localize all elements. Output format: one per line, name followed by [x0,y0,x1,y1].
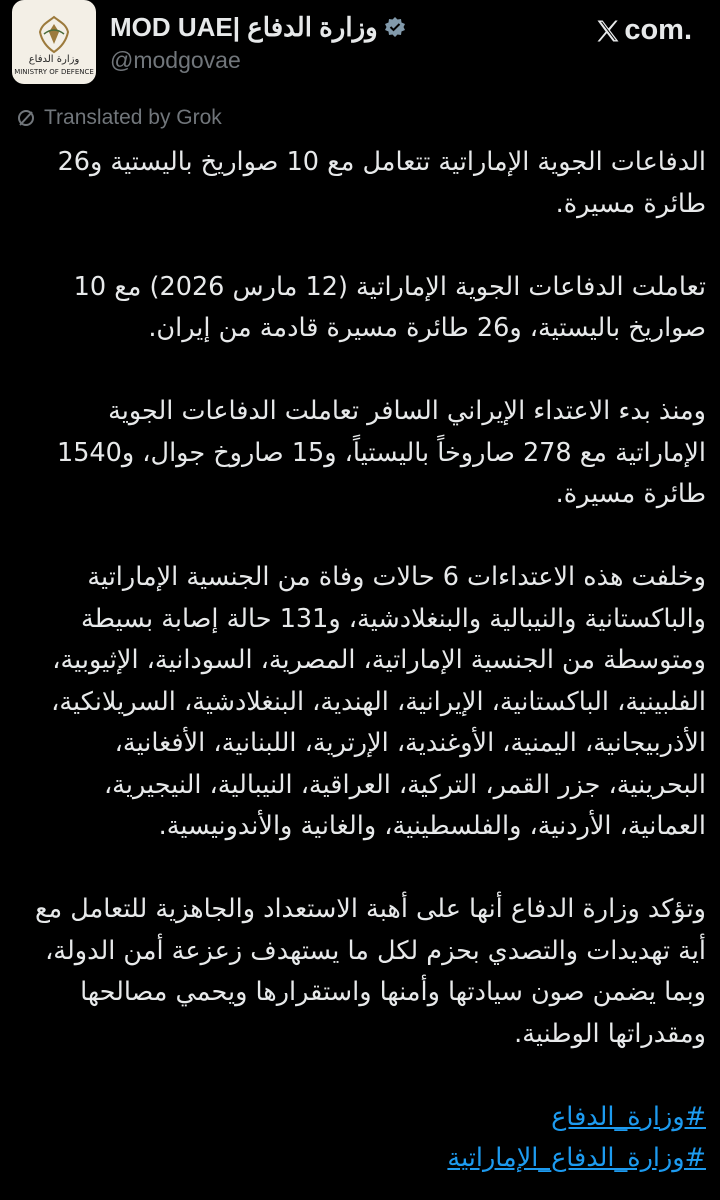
post-header [0,0,720,100]
translated-by-grok[interactable] [16,106,222,130]
hashtag-list [14,1097,706,1180]
site-watermark [594,14,692,47]
display-name-row[interactable] [110,12,406,42]
hashtag-link[interactable]: #وزارة_الدفاع_الإماراتية [447,1143,706,1173]
verified-badge-icon [384,16,406,38]
post-paragraph: وخلفت هذه الاعتداءات 6 حالات وفاة من الجنسية الإماراتية والباكستانية والنيبالية والبنغلادشية، و131 حالة إصابة بسيطة ومتوسطة من الجنسية الإماراتية، المصرية، السودانية، الإثيوبية، الفلبينية، الباكستانية، الإيرانية، الهندية، البنغلادشية، السريلانكية، الأذربيجانية، اليمنية، الأوغندية، الإرترية، اللبنانية، الأفغانية، البحرينية، جزر القمر، التركية، العراقية، النيبالية، النيجيرية، العمانية، الأردنية، والفلسطينية، والغانية والأندونيسية. [51,562,706,841]
post-body [14,142,706,1180]
account-handle[interactable]: @modgovae [110,47,241,73]
avatar[interactable] [12,0,96,84]
post-paragraph: تعاملت الدفاعات الجوية الإماراتية (12 مارس 2026) مع 10 صواريخ باليستية، و26 طائرة مسيرة قادمة من إيران. [73,271,706,343]
translated-label: Translated by Grok [44,106,222,129]
display-name[interactable]: MOD UAE| وزارة الدفاع [110,11,378,42]
site-label: com. [624,14,692,46]
post-paragraph: الدفاعات الجوية الإماراتية تتعامل مع 10 صواريخ باليستية و26 طائرة مسيرة. [57,147,706,219]
ministry-emblem-icon [36,14,72,54]
avatar-caption-arabic: وزارة الدفاع [28,54,80,65]
hashtag-link[interactable]: #وزارة_الدفاع [551,1101,706,1132]
x-logo-icon [594,17,622,45]
avatar-caption-english: MINISTRY OF DEFENCE [14,68,94,76]
post-paragraph: وتؤكد وزارة الدفاع أنها على أهبة الاستعداد والجاهزية للتعامل مع أية تهديدات والتصدي بحزم لكل ما يستهدف زعزعة أمن الدولة، وبما يضمن صون سيادتها وأمنها واستقرارها ويحمي مصالحها ومقدراتها الوطنية. [34,894,706,1049]
post-paragraph: ومنذ بدء الاعتداء الإيراني السافر تعاملت الدفاعات الجوية الإماراتية مع 278 صاروخاً باليستياً، و15 صاروخ جوال، و1540 طائرة مسيرة. [56,396,706,509]
grok-icon [16,108,36,128]
